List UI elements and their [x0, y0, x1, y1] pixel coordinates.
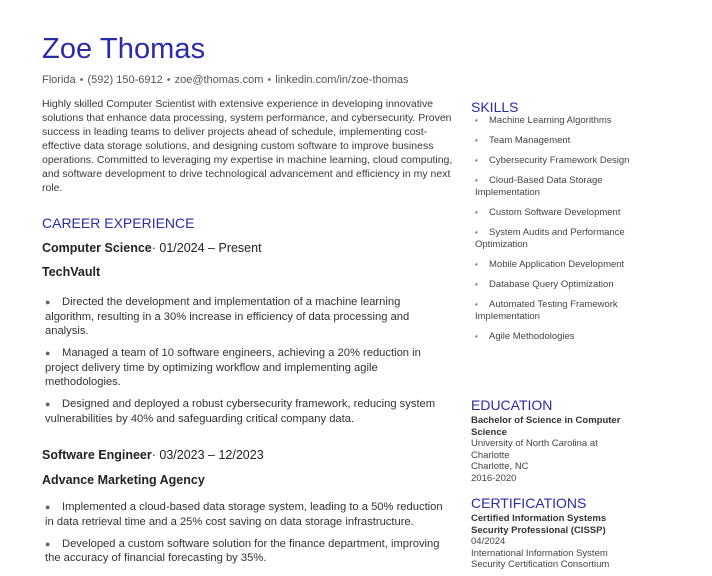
- job-title-line: [42, 448, 264, 462]
- degree: Bachelor of Science in Computer Science: [471, 415, 621, 438]
- career-experience-heading: CAREER EXPERIENCE: [42, 215, 195, 231]
- bullet-icon: •: [475, 116, 478, 125]
- skill-text: Agile Methodologies: [489, 331, 575, 342]
- skill-text: Machine Learning Algorithms: [489, 115, 612, 126]
- contact-line: [42, 74, 409, 86]
- company-name: TechVault: [42, 265, 101, 279]
- bullet-icon: •: [475, 136, 478, 145]
- skill-text: System Audits and Performance Optimization: [475, 227, 625, 250]
- skill-item: [475, 207, 635, 219]
- job-bullet: [45, 397, 445, 426]
- job-bullet: [45, 500, 445, 529]
- bullet-icon: •: [475, 280, 478, 289]
- certification-issuer: International Information System Security Certification Consortium: [471, 547, 610, 570]
- bullet-icon: •: [475, 300, 478, 309]
- skill-text: Database Query Optimization: [489, 279, 614, 290]
- skill-text: Team Management: [489, 135, 571, 146]
- skill-text: Cloud-Based Data Storage Implementation: [475, 175, 603, 198]
- bullet-icon: •: [475, 176, 478, 185]
- bullet-icon: ●: [45, 399, 51, 409]
- job-title: Computer Science: [42, 241, 152, 255]
- school-location: Charlotte, NC: [471, 461, 529, 472]
- skills-list: [475, 115, 635, 351]
- certification-date: 04/2024: [471, 536, 506, 547]
- job-bullet: [45, 537, 445, 566]
- job-title-line: [42, 241, 262, 255]
- skill-text: Custom Software Development: [489, 207, 621, 218]
- bullet-text: Designed and deployed a robust cybersecurity framework, reducing system vulnerabilities by 40% and safeguarding critical company data.: [45, 398, 436, 425]
- education-heading: EDUCATION: [471, 397, 553, 413]
- bullet-icon: •: [475, 208, 478, 217]
- skill-text: Mobile Application Development: [489, 259, 625, 270]
- certification-name: Certified Information Systems Security Professional (CISSP): [471, 513, 607, 536]
- email-link[interactable]: zoe@thomas.com: [174, 74, 264, 86]
- separator: •: [267, 74, 272, 86]
- job-bullet: [45, 295, 445, 339]
- skill-item: [475, 299, 635, 323]
- skill-item: [475, 259, 635, 271]
- skill-item: [475, 115, 635, 127]
- bullet-icon: •: [475, 332, 478, 341]
- job-bullet: [45, 346, 445, 390]
- linkedin-link[interactable]: linkedin.com/in/zoe-thomas: [275, 74, 409, 86]
- separator: •: [79, 74, 84, 86]
- separator: •: [166, 74, 171, 86]
- education-dates: 2016-2020: [471, 472, 517, 484]
- location: Florida: [42, 74, 76, 86]
- summary-paragraph: Highly skilled Computer Scientist with extensive experience in developing innovative solutions that enhance data processing, system performance, and cybersecurity. Proven success in leading teams to deliver projects ahead of schedule, implementing cost-effective data storage solutions, and designing custom software to improve business operations. Committed to leveraging my expertise in machine learning, cloud computing, and software development to drive technological advancement and efficiency in my next role.: [42, 98, 453, 194]
- job-dates: · 01/2024 – Present: [151, 241, 262, 255]
- skill-item: [475, 227, 635, 251]
- bullet-icon: •: [475, 156, 478, 165]
- bullet-icon: •: [475, 228, 478, 237]
- bullet-text: Managed a team of 10 software engineers, achieving a 20% reduction in project delivery time by optimizing workflow and implementing agile methodologies.: [45, 347, 421, 388]
- bullet-icon: ●: [45, 538, 51, 549]
- bullet-icon: ●: [45, 297, 51, 307]
- job-title: Software Engineer: [42, 448, 152, 462]
- bullet-icon: •: [475, 260, 478, 269]
- skill-item: [475, 331, 635, 343]
- bullet-text: Developed a custom software solution for the finance department, improving the accuracy of financial forecasting by 35%.: [45, 537, 440, 564]
- company-name: Advance Marketing Agency: [42, 473, 205, 487]
- certifications-heading: CERTIFICATIONS: [471, 495, 587, 511]
- skill-text: Cybersecurity Framework Design: [489, 155, 630, 166]
- bullet-icon: ●: [45, 348, 51, 358]
- education-entry: [471, 415, 631, 484]
- job-bullets: [45, 295, 445, 434]
- resume-name: Zoe Thomas: [42, 33, 206, 65]
- bullet-text: Implemented a cloud-based data storage system, leading to a 50% reduction in data retrieval time and a 25% cost saving on data storage infrastructure.: [45, 501, 443, 528]
- bullet-icon: ●: [45, 502, 51, 512]
- job-dates: · 03/2023 – 12/2023: [151, 448, 264, 462]
- skill-item: [475, 175, 635, 199]
- school: University of North Carolina at Charlotte: [471, 438, 598, 461]
- skill-item: [475, 155, 635, 167]
- bullet-text: Directed the development and implementation of a machine learning algorithm, resulting in a 30% increase in efficiency of data processing and analysis.: [45, 296, 410, 337]
- phone: (592) 150-6912: [87, 74, 163, 86]
- certification-entry: [471, 513, 631, 571]
- skill-item: [475, 279, 635, 291]
- job-bullets: [45, 500, 445, 573]
- skills-heading: SKILLS: [471, 99, 519, 115]
- skill-text: Automated Testing Framework Implementation: [475, 299, 618, 322]
- skill-item: [475, 135, 635, 147]
